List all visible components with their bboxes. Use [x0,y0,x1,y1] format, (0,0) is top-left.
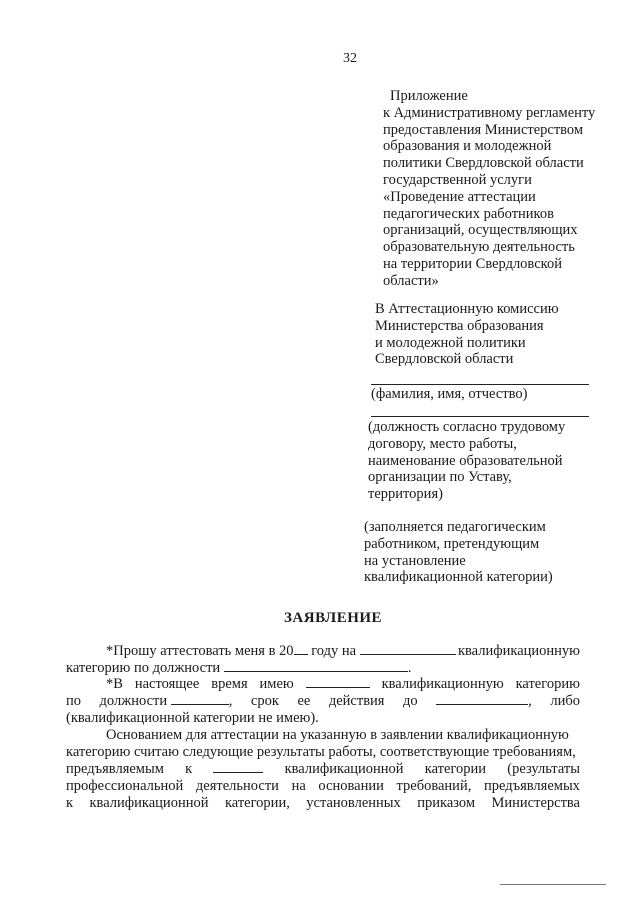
grounds-text: основании [318,778,384,794]
appendix-line: политики Свердловской области [383,155,584,172]
current-text: ее [297,693,311,709]
document-title: ЗАЯВЛЕНИЕ [284,610,383,626]
grounds-text: к [66,795,74,811]
request-text: квалификационную [457,643,580,659]
position-caption-line: наименование образовательной [368,452,563,469]
current-text: , [228,693,233,709]
grounds-text: категории, [224,795,290,811]
grounds-text: к [185,761,193,777]
current-text: либо [550,693,580,709]
grounds-text: профессиональной [66,778,184,794]
requirements-category-field[interactable] [213,761,263,773]
position-field[interactable] [224,660,408,672]
current-text: (квалификационной категории не имею). [66,710,319,726]
current-text: по [66,693,82,709]
request-text: . [407,660,412,676]
grounds-text: квалификационной [284,761,404,777]
current-text: время [211,676,248,692]
appendix-line: образовательную деятельность [383,239,575,256]
current-text: квалификационную [381,676,504,692]
grounds-text: Основанием для аттестации на указанную в заявлении квалификационную [106,727,569,743]
grounds-text: требований, [396,778,472,794]
grounds-text: предъявляемых [483,778,580,794]
current-text: , [528,693,532,709]
grounds-text: (результаты [507,761,580,777]
request-text: категорию по должности [66,660,221,676]
fill-note-line: на установление [364,552,466,569]
commission-line: Свердловской области [375,351,514,368]
appendix-line: государственной услуги [383,171,532,188]
grounds-text: квалификационной [89,795,209,811]
current-text: настоящее [134,676,200,692]
footer-rule [500,884,606,885]
validity-date-field[interactable] [436,693,528,705]
request-text: *Прошу аттестовать меня в 20 [106,643,294,659]
grounds-text: категорию считаю следующие результаты работы, соответствующие требованиям, [66,744,576,760]
appendix-line: Приложение [390,88,468,104]
year-field[interactable] [294,643,308,655]
current-category-paragraph [66,676,580,727]
grounds-text: категории [424,761,487,777]
appendix-line: педагогических работников [383,205,554,222]
current-text: действия [328,693,385,709]
grounds-text: на [291,778,306,794]
position-caption [368,419,565,503]
grounds-text: Министерства [491,795,580,811]
grounds-text: приказом [417,795,476,811]
fill-note-line: (заполняется педагогическим [364,519,546,535]
current-text: *В [106,676,123,692]
appendix-line: к Административному регламенту [383,104,596,121]
request-paragraph [66,643,580,677]
fio-blank-line [371,384,589,385]
current-text: должности [99,693,168,709]
fio-caption: (фамилия, имя, отчество) [371,386,528,402]
current-category-field[interactable] [306,676,370,688]
grounds-paragraph [66,727,580,812]
commission-line: В Аттестационную комиссию [375,301,559,317]
appendix-line: образования и молодежной [383,138,552,155]
current-text: срок [250,693,279,709]
commission-addressee [375,301,559,368]
page-number: 32 [343,51,357,66]
appendix-line: организаций, осуществляющих [383,222,578,239]
fill-note-line: работником, претендующим [364,535,540,552]
commission-line: и молодежной политики [375,334,526,351]
position-caption-line: территория) [368,486,443,503]
appendix-line: на территории Свердловской [383,255,562,272]
appendix-header [383,88,613,290]
position-blank-line [371,416,589,417]
appendix-line: предоставления Министерством [383,121,584,138]
commission-line: Министерства образования [375,317,544,334]
current-text: категорию [515,676,580,692]
grounds-text: установленных [306,795,401,811]
current-text: имею [259,676,294,692]
category-field[interactable] [360,643,456,655]
fill-note-line: квалификационной категории) [364,569,553,586]
position-caption-line: (должность согласно трудовому [368,419,566,435]
appendix-line: «Проведение аттестации [383,188,536,205]
current-position-field[interactable] [171,693,229,705]
position-caption-line: организации по Уставу, [368,469,512,486]
fill-note [364,519,553,586]
request-text: году на [311,643,357,659]
position-caption-line: договору, место работы, [368,435,517,452]
current-text: до [403,693,418,709]
grounds-text: предъявляемым [66,761,164,777]
appendix-line: области» [383,272,439,289]
grounds-text: деятельности [195,778,279,794]
